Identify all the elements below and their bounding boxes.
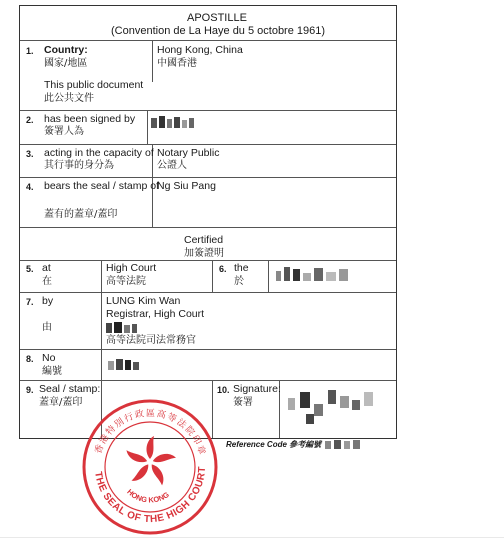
certificate-subtitle: (Convention de La Haye du 5 octobre 1961) (111, 25, 326, 37)
redacted-reference-code (325, 437, 367, 451)
column-divider (212, 260, 213, 292)
svg-text:HONG KONG (125, 487, 171, 504)
by-label: by (42, 295, 54, 307)
seal-chinese-text: 香港特別行政區高等法院印章 (93, 408, 207, 458)
row-divider (20, 349, 396, 350)
reference-code-label: Reference Code 參考編號 (226, 440, 322, 449)
country-label: Country: (44, 44, 88, 56)
row-divider (20, 380, 396, 381)
row-divider (20, 227, 396, 228)
redacted-signer-name (151, 114, 203, 136)
seal-stamp-label: Seal / stamp: (39, 383, 101, 395)
country-value: Hong Kong, China (157, 44, 243, 56)
by-label-zh: 由 (42, 322, 52, 333)
row-divider (20, 110, 396, 111)
seal-label-zh: 蓋有的蓋章/蓋印 (44, 209, 118, 220)
at-label: at (42, 262, 51, 274)
capacity-label: acting in the capacity of (44, 147, 154, 159)
row-divider (20, 144, 396, 145)
public-document-label-zh: 此公共文件 (44, 93, 94, 104)
by-value-zh: 高等法院司法常務官 (106, 335, 196, 346)
field-number: 10. (217, 385, 230, 395)
row-divider (20, 177, 396, 178)
field-number: 6. (219, 264, 227, 274)
redacted-number (108, 356, 148, 374)
scan-top-edge (60, 0, 360, 4)
field-number: 7. (26, 297, 34, 307)
signature-label: Signature: (233, 383, 281, 395)
certified-label: Certified (184, 234, 224, 246)
capacity-label-zh: 其行事的身分為 (44, 160, 114, 171)
redacted-date (274, 263, 364, 289)
field-number: 2. (26, 115, 34, 125)
at-label-zh: 在 (42, 276, 52, 287)
field-number: 5. (26, 264, 34, 274)
field-number: 1. (26, 46, 34, 56)
no-label: No (42, 352, 56, 364)
no-label-zh: 編號 (42, 366, 62, 377)
field-number: 8. (26, 354, 34, 364)
row-divider (20, 260, 396, 261)
country-label-zh: 國家/地區 (44, 58, 88, 69)
signature-label-zh: 簽署 (233, 397, 253, 408)
certificate-title: APOSTILLE (187, 12, 247, 24)
column-divider (268, 260, 269, 292)
the-label-zh: 於 (234, 276, 244, 287)
capacity-value-zh: 公證人 (157, 160, 187, 171)
redacted-signature (282, 384, 390, 434)
column-divider (147, 110, 148, 144)
the-label: the (234, 262, 249, 274)
seal-inner-text: HONG KONG (125, 487, 171, 505)
by-value-title: Registrar, High Court (106, 308, 205, 320)
seal-label: bears the seal / stamp of (44, 180, 159, 192)
redacted-initials (106, 321, 154, 335)
seal-stamp-label-zh: 蓋章/蓋印 (39, 397, 83, 408)
capacity-value: Notary Public (157, 147, 220, 159)
field-number: 4. (26, 182, 34, 192)
column-divider (152, 40, 153, 82)
at-value-zh: 高等法院 (106, 276, 146, 287)
row-divider (20, 292, 396, 293)
signed-by-label: has been signed by (44, 113, 136, 125)
seal-value: Ng Siu Pang (157, 180, 216, 192)
field-number: 9. (26, 385, 34, 395)
field-number: 3. (26, 149, 34, 159)
at-value: High Court (106, 262, 157, 274)
apostille-certificate (19, 5, 397, 439)
country-value-zh: 中國香港 (157, 58, 197, 69)
by-value-name: LUNG Kim Wan (106, 295, 181, 307)
high-court-seal (79, 396, 221, 538)
bauhinia-emblem-icon (124, 436, 176, 485)
row-divider (20, 40, 396, 41)
public-document-label: This public document (44, 79, 144, 91)
certified-label-zh: 加簽證明 (184, 248, 224, 259)
seal-outer-text: THE SEAL OF THE HIGH COURT (92, 465, 209, 526)
signed-by-label-zh: 簽署人為 (44, 126, 84, 137)
